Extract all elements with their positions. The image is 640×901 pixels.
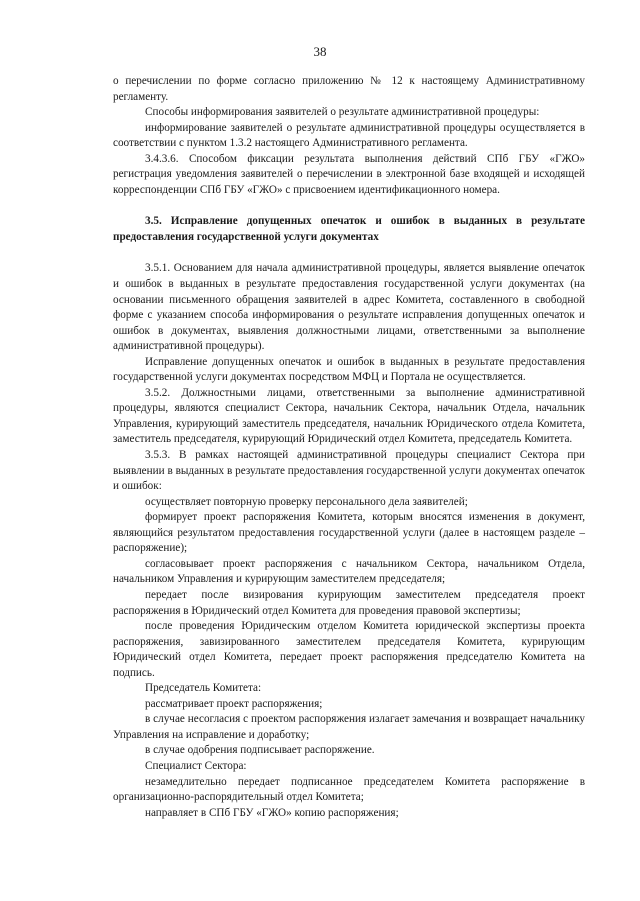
paragraph: Специалист Сектора:	[145, 759, 247, 772]
list-item: передает после визирования курирующим заместителем председателя проект распоряжения в Юридический отдел Комитета для проведения правовой экспертизы;	[113, 588, 585, 617]
paragraph: Исправление допущенных опечаток и ошибок в выданных в результате предоставления государственной услуги документах посредством МФЦ и Портала не осуществляется.	[113, 355, 585, 384]
list-item: в случае несогласия с проектом распоряжения излагает замечания и возвращает начальнику Управления на исправление и доработку;	[113, 713, 585, 741]
list-item: рассматривает проект распоряжения;	[145, 697, 323, 710]
list-item: осуществляет повторную проверку персонального дела заявителей;	[145, 495, 468, 508]
section-heading: 3.5. Исправление допущенных опечаток и ошибок в выданных в результате предоставления государственной услуги документах	[113, 215, 585, 243]
paragraph: Способы информирования заявителей о результате административной процедуры:	[145, 106, 540, 119]
list-item: согласовывает проект распоряжения с начальником Сектора, начальником Отдела, начальником Управления и курирующим заместителем председателя;	[113, 557, 585, 586]
paragraph: информирование заявителей о результате административной процедуры осуществляется в соответствии с пунктом 1.3.2 настоящего Административного регламента.	[113, 121, 585, 150]
list-item: в случае одобрения подписывает распоряжение.	[145, 744, 375, 757]
list-item: после проведения Юридическим отделом Комитета юридической экспертизы проекта распоряжения, завизированного заместителем председателя Комитета, курирующим Юридический отдел Комитета, передает проект распоряжения председателю Комитета на подпись.	[113, 620, 585, 679]
page-number: 38	[313, 44, 327, 59]
list-item: незамедлительно передает подписанное председателем Комитета распоряжение в организационно-распорядительный отдел Комитета;	[113, 775, 585, 804]
paragraph: 3.5.2. Должностными лицами, ответственными за выполнение административной процедуры, являются специалист Сектора, начальник Сектора, начальник Отдела, начальник Управления, курирующий заместитель председателя, начальник Юридического отдела Комитета, заместитель председателя, курирующий Юридический отдел Комитета, председатель Комитета.	[113, 386, 585, 446]
paragraph: о перечислении по форме согласно приложению № 12 к настоящему Административному регламенту.	[113, 75, 585, 103]
paragraph: 3.5.3. В рамках настоящей административной процедуры специалист Сектора при выявлении в выданных в результате предоставления государственной услуги документах опечаток и ошибок:	[113, 449, 585, 493]
document-body	[113, 74, 585, 821]
paragraph: 3.5.1. Основанием для начала административной процедуры, является выявление опечаток и ошибок в выданных в результате предоставления государственной услуги документах (на основании письменного обращения заявителей в адрес Комитета, составленного в свободной форме с указанием способа информирования о результате исправления допущенных опечаток и ошибок в документах, выявления должностными лицами, ответственными за выполнение административной процедуры).	[113, 262, 585, 353]
list-item: формирует проект распоряжения Комитета, которым вносятся изменения в документ, являющийся результатом предоставления государственной услуги (далее в настоящем разделе – распоряжение);	[113, 511, 585, 555]
paragraph: Председатель Комитета:	[145, 682, 262, 695]
paragraph: 3.4.3.6. Способом фиксации результата выполнения действий СПб ГБУ «ГЖО» регистрация уведомления заявителей о перечислении в электронной базе входящей и исходящей корреспонденции СПб ГБУ «ГЖО» с присвоением идентификационного номера.	[113, 152, 585, 196]
list-item: направляет в СПб ГБУ «ГЖО» копию распоряжения;	[145, 806, 399, 819]
